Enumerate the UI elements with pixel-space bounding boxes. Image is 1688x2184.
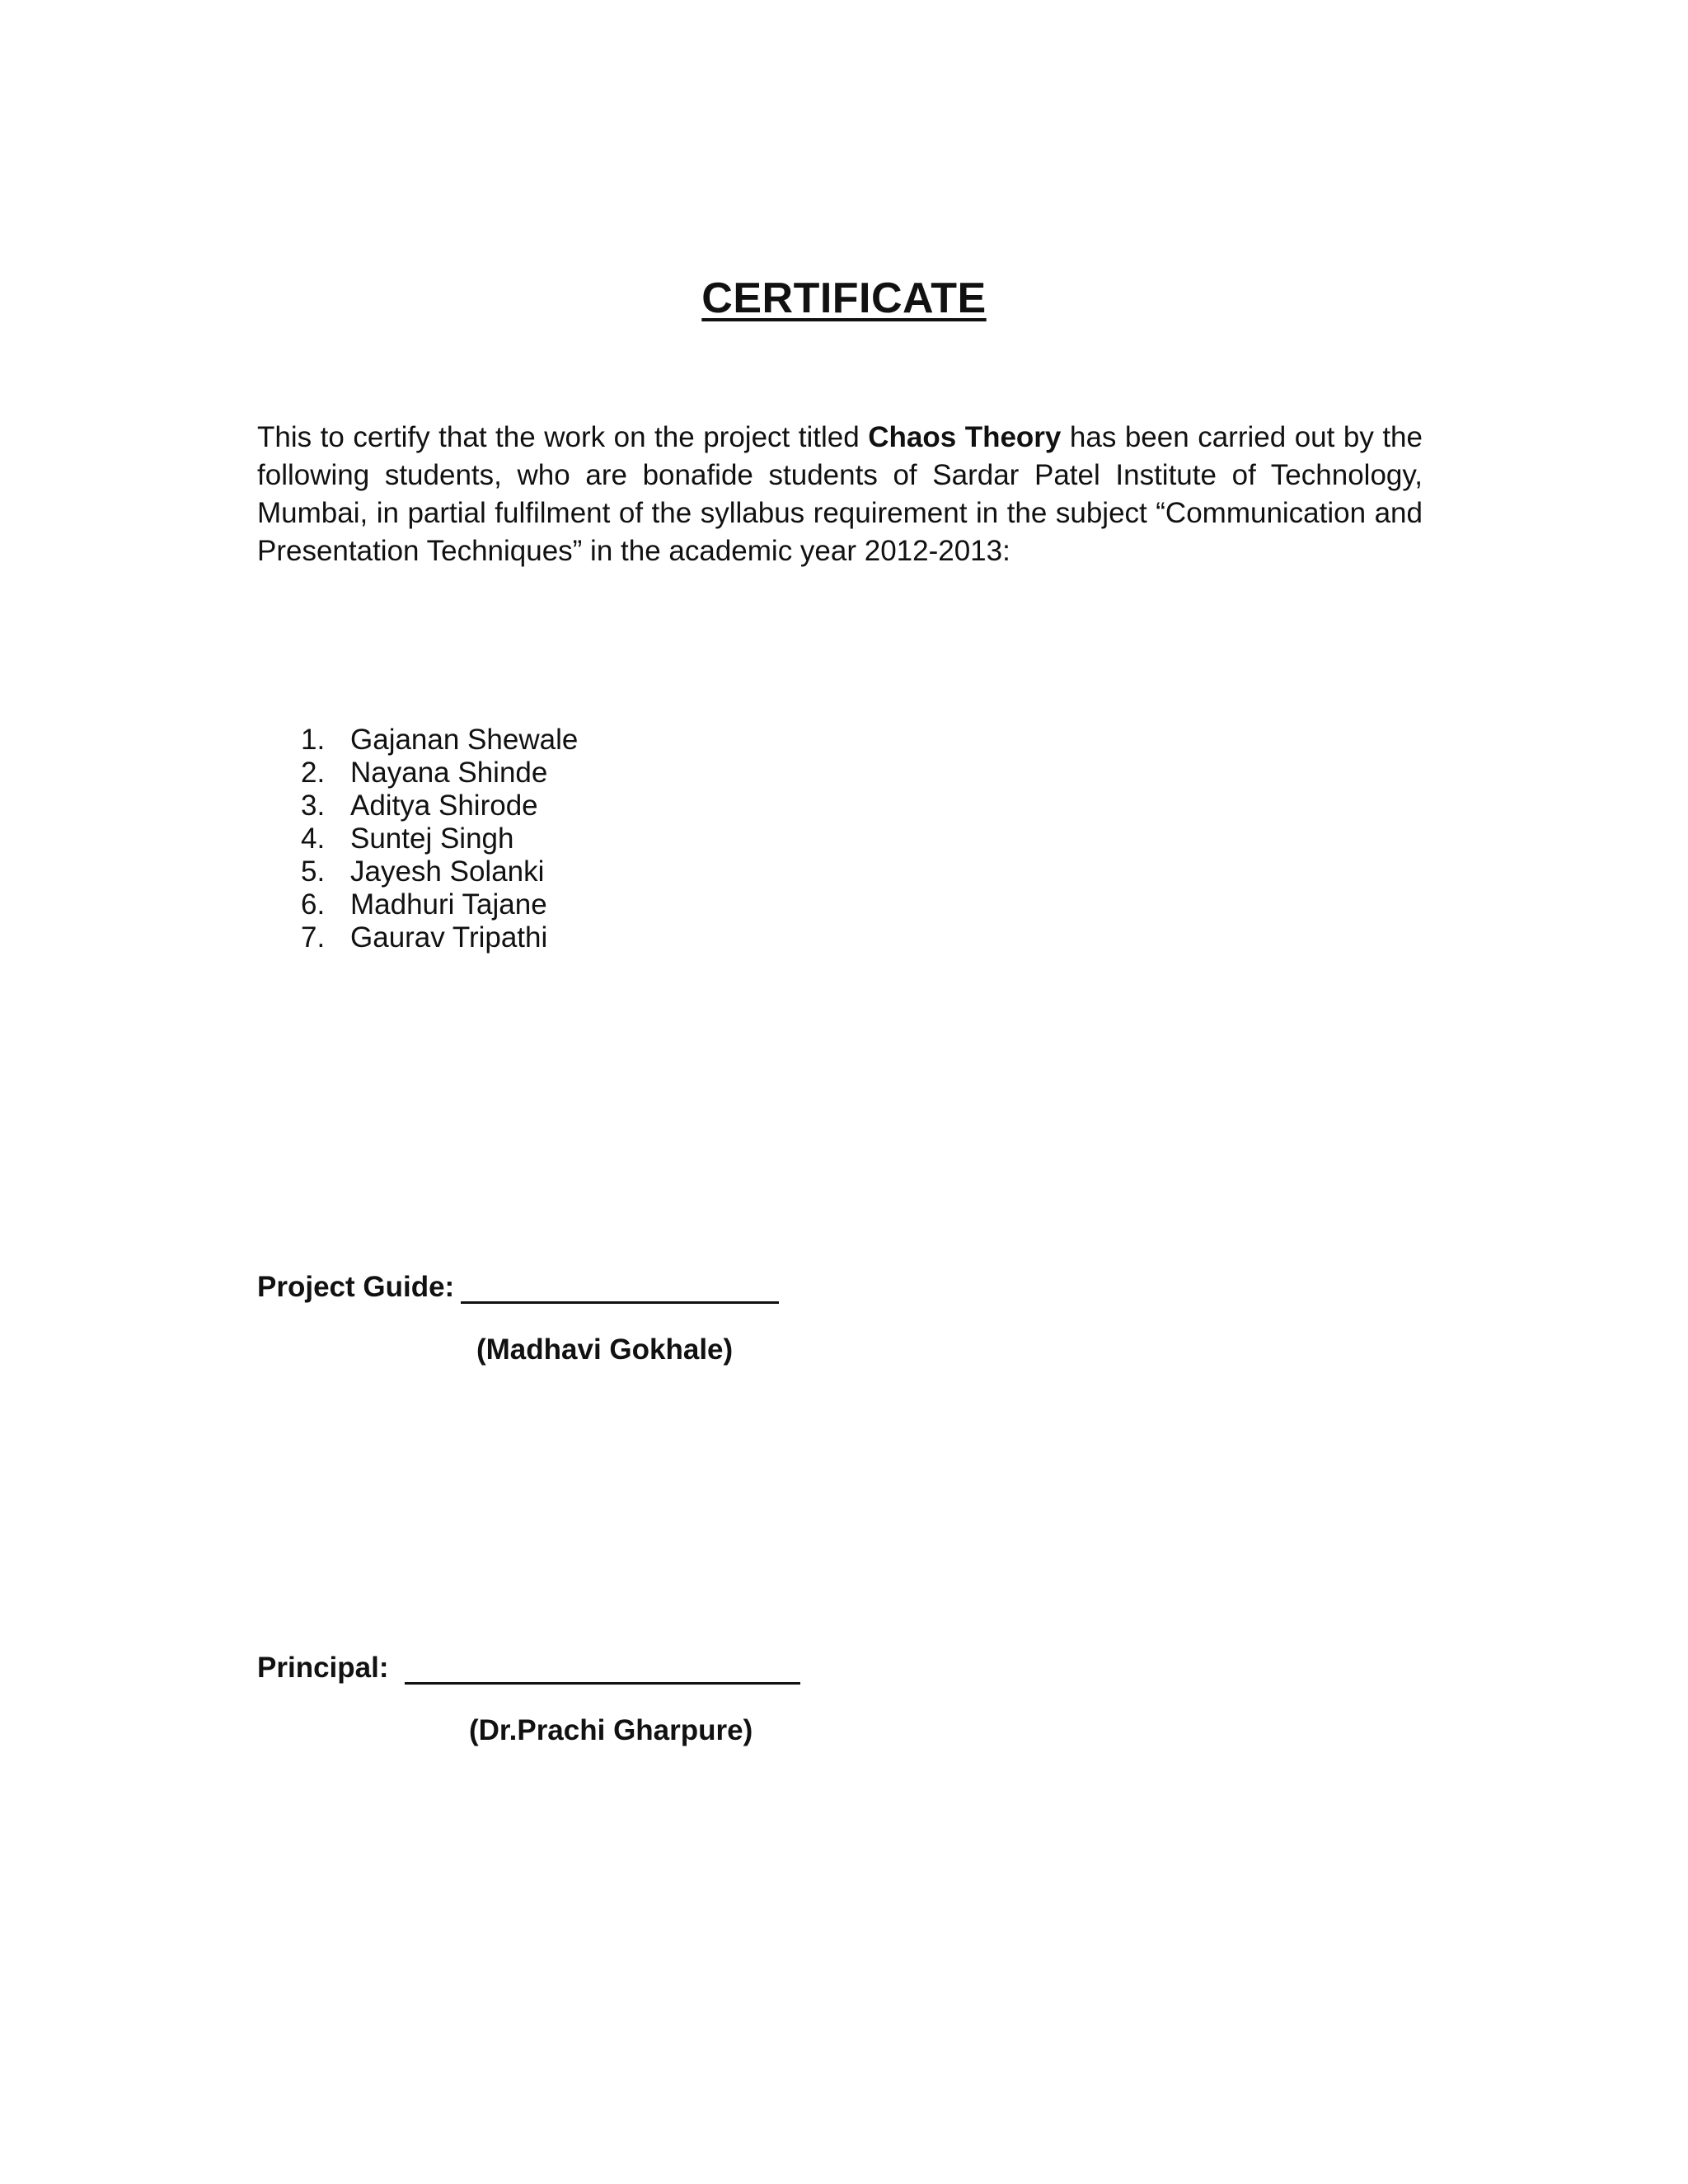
guide-name: (Madhavi Gokhale) <box>476 1333 734 1366</box>
principal-name: (Dr.Prachi Gharpure) <box>469 1714 753 1746</box>
student-name: Aditya Shirode <box>350 790 538 822</box>
student-name: Nayana Shinde <box>350 757 548 789</box>
list-number: 3. <box>301 790 326 822</box>
list-number: 7. <box>301 921 326 954</box>
principal-signature-row <box>257 1652 800 1685</box>
list-number: 2. <box>301 757 326 789</box>
guide-signature-row <box>257 1271 779 1304</box>
body-suffix: has been carried out by the following students, who are bonafide students of Sardar Patel Institute of Technology, Mumbai, in partial fulfilment of the syllabus requirement in the subject “Communication and Presentation Techniques” in the academic year 2012-2013: <box>257 421 1423 567</box>
list-item <box>301 855 578 888</box>
principal-signature-line <box>405 1654 800 1685</box>
student-name: Suntej Singh <box>350 823 514 855</box>
list-number: 4. <box>301 823 326 855</box>
body-prefix: This to certify that the work on the project titled <box>257 421 869 453</box>
certificate-body <box>257 419 1423 570</box>
list-number: 1. <box>301 724 326 756</box>
list-item <box>301 823 578 855</box>
student-name: Madhuri Tajane <box>350 888 547 921</box>
guide-label: Project Guide: <box>257 1271 455 1303</box>
list-item <box>301 757 578 790</box>
student-name: Gaurav Tripathi <box>350 921 548 954</box>
principal-label: Principal: <box>257 1652 389 1684</box>
list-item <box>301 888 578 921</box>
student-name: Jayesh Solanki <box>350 855 545 888</box>
list-number: 5. <box>301 855 326 888</box>
guide-signature-line <box>461 1273 779 1304</box>
list-number: 6. <box>301 888 326 921</box>
student-name: Gajanan Shewale <box>350 724 579 756</box>
list-item <box>301 790 578 823</box>
student-list <box>301 724 578 954</box>
project-title: Chaos Theory <box>868 421 1062 453</box>
list-item <box>301 921 578 954</box>
certificate-title: CERTIFICATE <box>701 274 987 322</box>
list-item <box>301 724 578 757</box>
